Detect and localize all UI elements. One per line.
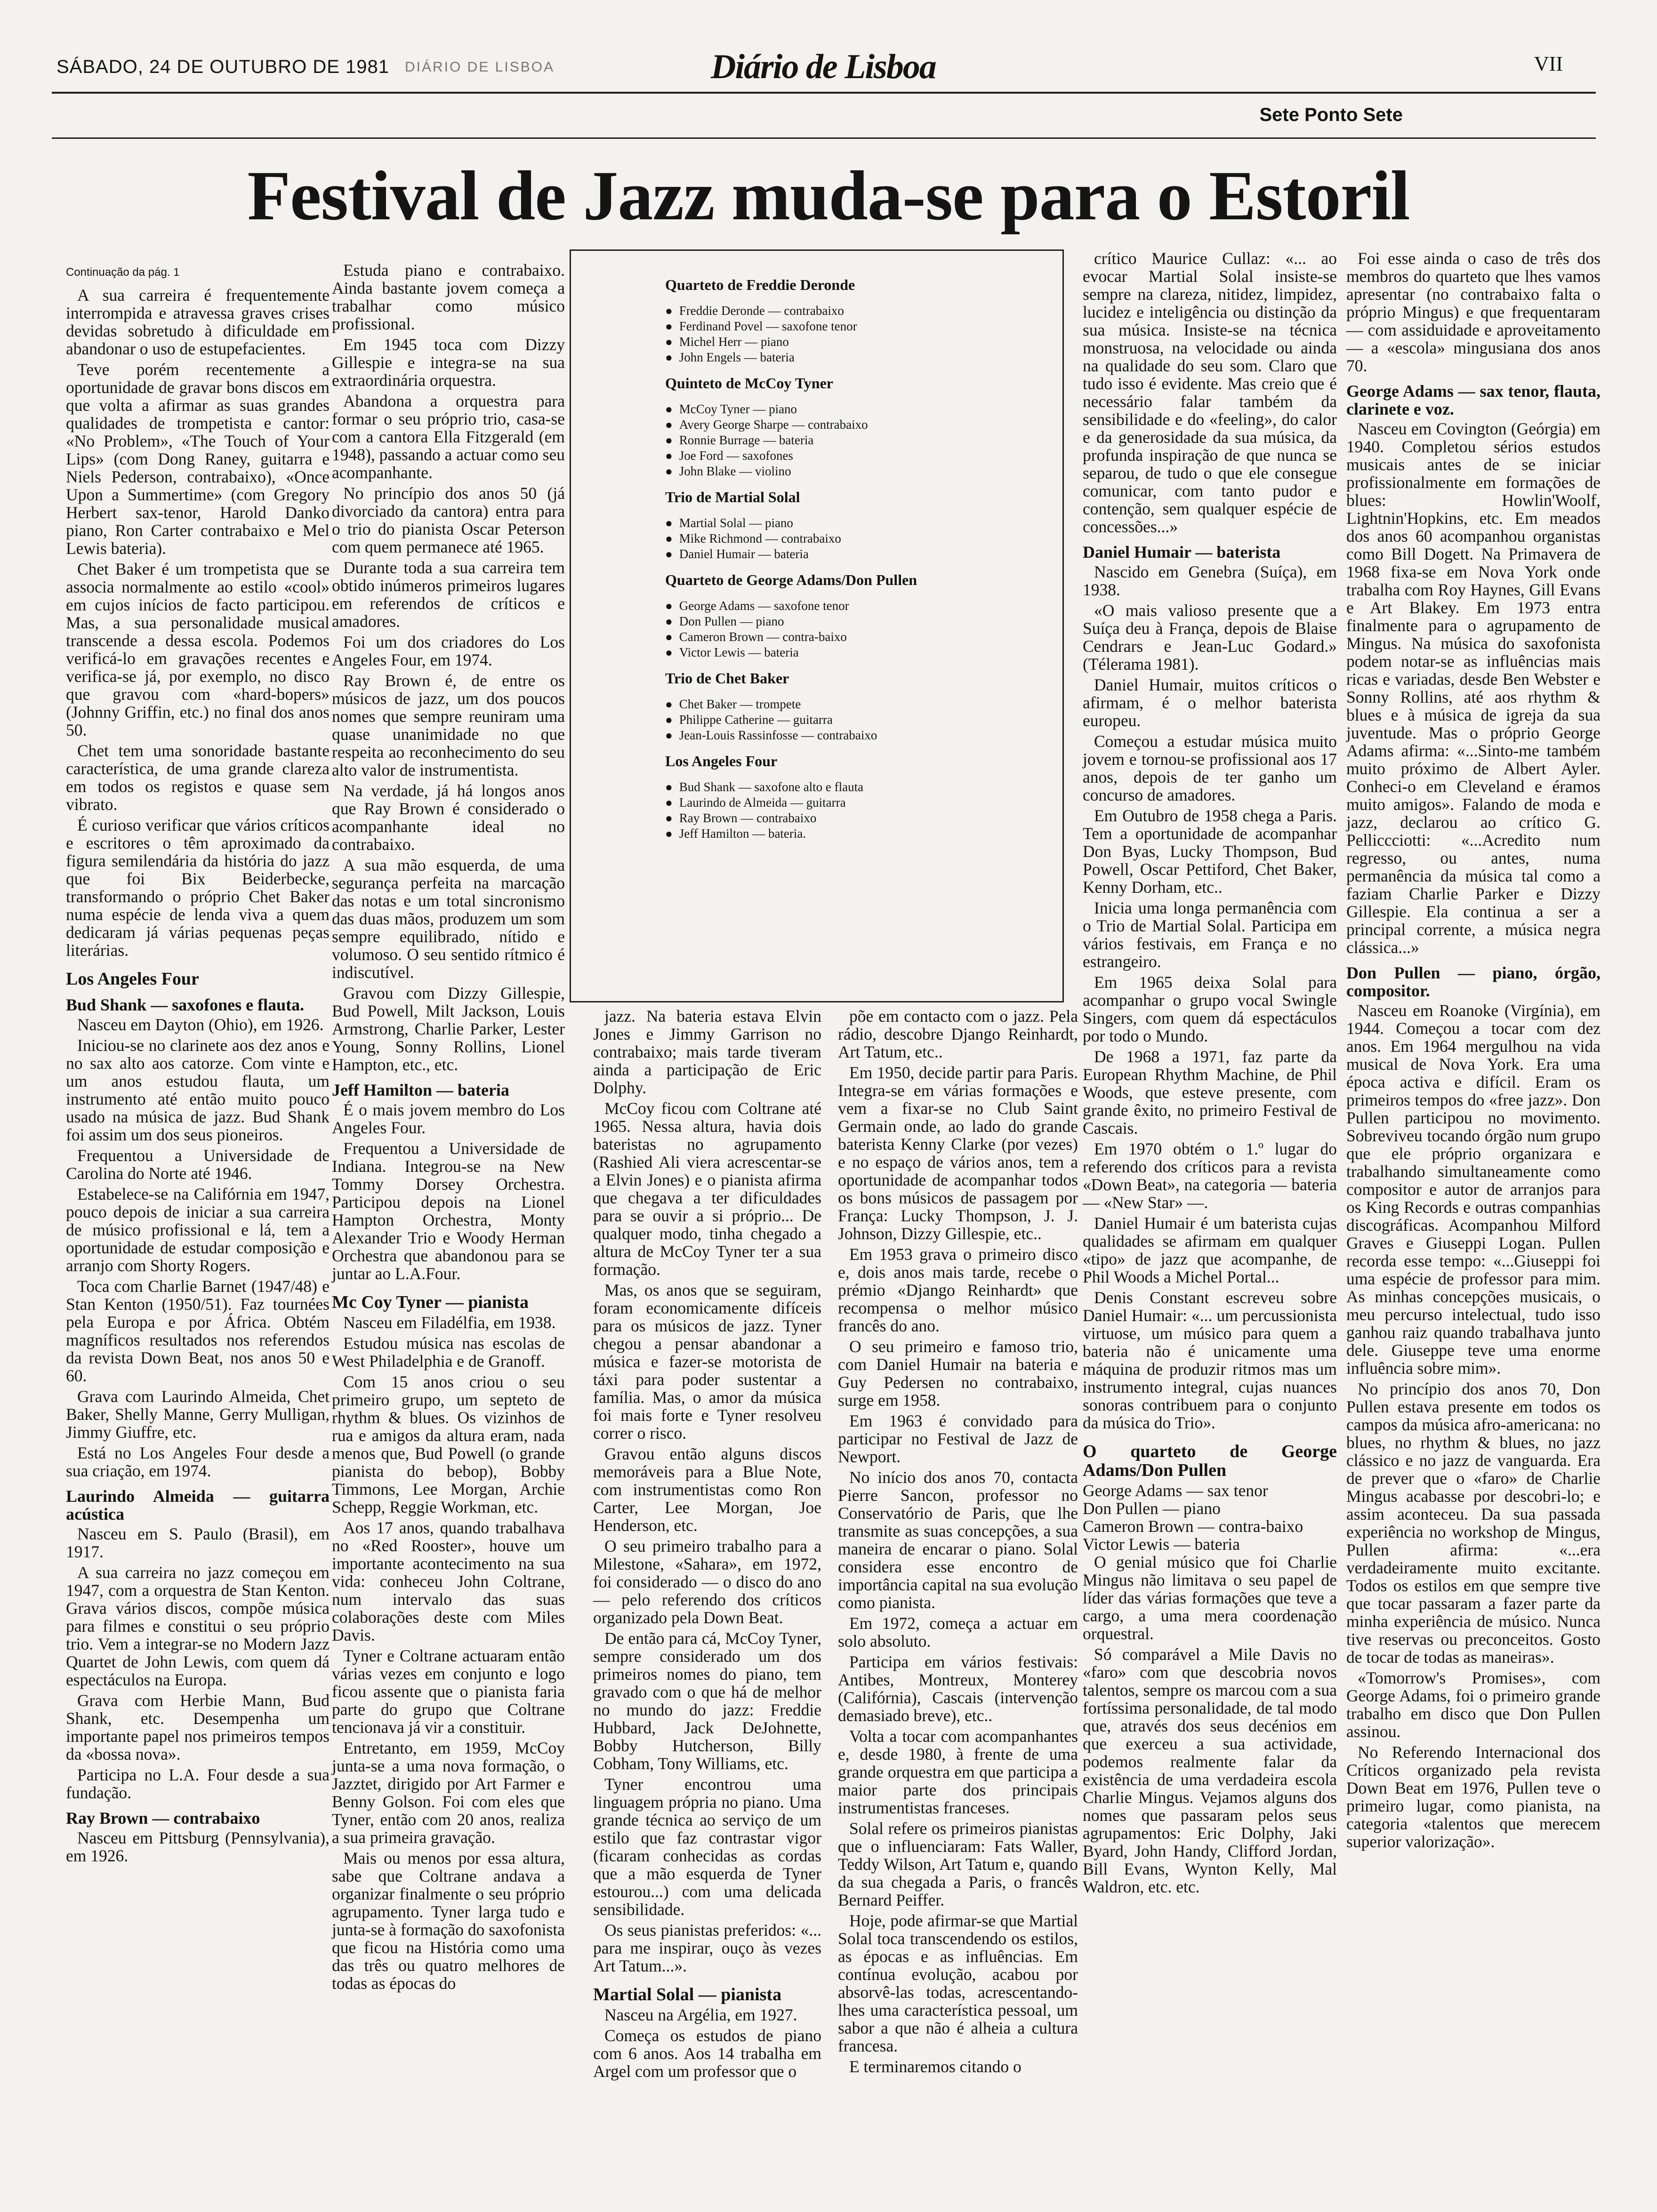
- paragraph: A sua carreira no jazz começou em 1947, com a orquestra de Stan Kenton. Grava vários discos, compõe música para filmes e constitui o seu próprio trio. Vem a integrar-se no Modern Jazz Quartet de John Lewis, com quem dá espectáculos na Europa.: [66, 1563, 330, 1689]
- article-headline: Festival de Jazz muda-se para o Estoril: [247, 157, 1410, 235]
- paragraph: O genial músico que foi Charlie Mingus não limitava o seu papel de líder das várias formações que teve a cargo, a uma mera coordenação orquestral.: [1083, 1553, 1337, 1643]
- paragraph: Ray Brown é, de entre os músicos de jazz, um dos poucos nomes que sempre reuniram uma quase unanimidade no que respeita ao reconhecimento do seu alto valor de instrumentista.: [332, 671, 565, 779]
- subheading: Daniel Humair — baterista: [1083, 543, 1281, 561]
- paragraph: Inicia uma longa permanência com o Trio de Martial Solal. Participa em vários festivais, em França e no estrangeiro.: [1083, 898, 1337, 971]
- paragraph: Durante toda a sua carreira tem obtido inúmeros primeiros lugares em referendos de críticos e amadores.: [332, 558, 565, 631]
- paragraph: Em 1945 toca com Dizzy Gillespie e integra-se na sua extraordinária orquestra.: [332, 335, 565, 390]
- page-imprint: DIÁRIO DE LISBOA: [405, 59, 555, 75]
- paragraph: Chet tem uma sonoridade bastante característica, de uma grande clareza em todos os registos e quase sem vibrato.: [66, 741, 330, 814]
- paragraph: Só comparável a Mile Davis no «faro» com que descobria novos talentos, sempre os marcou com a sua fortíssima personalidade, de tal modo que, através dos seus decénios em que exerceu a sua actividade, podemos realmente falar da existência de uma verdadeira escola Charlie Mingus. Vejamos alguns dos nomes que passaram pelos seus agrupamentos: Eric Dolphy, Jaki Byard, John Handy, Clifford Jordan, Bill Evans, Wynton Kelly, Mal Waldron, etc. etc.: [1083, 1645, 1337, 1896]
- paragraph: Nasceu em Pittsburg (Pennsylvania), em 1926.: [66, 1828, 330, 1865]
- subheading: Don Pullen — piano, órgão, compositor.: [1346, 963, 1601, 1000]
- section-rule: [52, 137, 1596, 139]
- lineup-group-title: Los Angeles Four: [665, 753, 778, 769]
- lineup-members: [665, 515, 1044, 562]
- paragraph: Victor Lewis — bateria: [1083, 1535, 1240, 1554]
- paragraph: Os seus pianistas preferidos: «... para me inspirar, ouço às vezes Art Tatum...».: [593, 1921, 821, 1975]
- paragraph: Tyner encontrou uma linguagem própria no piano. Uma grande técnica ao serviço de um estilo que faz contrastar vigor (ficaram conhecidas as cordas que a mão esquerda de Tyner estourou...) com uma delicada sensibilidade.: [593, 1775, 821, 1919]
- paragraph: Foi um dos criadores do Los Angeles Four, em 1974.: [332, 633, 565, 669]
- lineup-member: ● Victor Lewis — bateria: [665, 645, 1044, 660]
- lineup-member: ● Philippe Catherine — guitarra: [665, 712, 1044, 728]
- paragraph: Grava com Laurindo Almeida, Chet Baker, Shelly Manne, Gerry Mulligan, Jimmy Giuffre, etc.: [66, 1387, 330, 1442]
- festival-lineup-box: [570, 249, 1064, 1002]
- paragraph: Participa no L.A. Four desde a sua fundação.: [66, 1765, 330, 1802]
- lineup-group-title: Quarteto de Freddie Deronde: [665, 276, 855, 293]
- lineup-member: ● Cameron Brown — contra-baixo: [665, 629, 1044, 645]
- paragraph: Mais ou menos por essa altura, sabe que Coltrane andava a organizar finalmente o seu próprio agrupamento. Tyner larga tudo e junta-se à formação do saxofonista que ficou na História como uma das três ou quatro melhores de todas as épocas do: [332, 1849, 565, 1993]
- paragraph: Tyner e Coltrane actuaram então várias vezes em conjunto e logo ficou assente que o pianista faria parte do grupo que Coltrane tencionava já vir a constituir.: [332, 1646, 565, 1737]
- paragraph: põe em contacto com o jazz. Pela rádio, descobre Django Reinhardt, Art Tatum, etc..: [838, 1007, 1078, 1061]
- article-column-4: [838, 1007, 1078, 2078]
- paragraph: Iniciou-se no clarinete aos dez anos e no sax alto aos catorze. Com vinte e um anos estudou flauta, um instrumento até então muito pouco usado na música de jazz. Bud Shank foi assim um dos seus pioneiros.: [66, 1036, 330, 1144]
- paragraph: Don Pullen — piano: [1083, 1499, 1221, 1518]
- subheading: Los Angeles Four: [66, 969, 199, 989]
- paragraph: Nascido em Genebra (Suíça), em 1938.: [1083, 562, 1337, 599]
- lineup-members: [665, 779, 1044, 842]
- paragraph: Na verdade, já há longos anos que Ray Brown é considerado o acompanhante ideal no contrabaixo.: [332, 781, 565, 854]
- paragraph: Gravou com Dizzy Gillespie, Bud Powell, Milt Jackson, Louis Armstrong, Charlie Parker, Lester Young, Sonny Rollins, Lionel Hampton, etc., etc.: [332, 984, 565, 1074]
- paragraph: Foi esse ainda o caso de três dos membros do quarteto que lhes vamos apresentar (no contrabaixo falta o próprio Mingus) e que frequentaram — com assiduidade e aproveitamento — a «escola» mingusiana dos anos 70.: [1346, 249, 1601, 375]
- lineup-member: ● Martial Solal — piano: [665, 515, 1044, 531]
- lineup-members: [665, 401, 1044, 479]
- page-number: VII: [1534, 52, 1563, 75]
- paragraph: Começa os estudos de piano com 6 anos. Aos 14 trabalha em Argel com um professor que o: [593, 2026, 821, 2081]
- issue-date: SÁBADO, 24 DE OUTUBRO DE 1981: [56, 56, 390, 77]
- article-column-2: [332, 261, 565, 1995]
- paragraph: «O mais valioso presente que a Suíça deu à França, depois de Blaise Cendrars e Jean-Luc Godard.» (Télerama 1981).: [1083, 601, 1337, 673]
- paragraph: De então para cá, McCoy Tyner, sempre considerado um dos primeiros nomes do piano, tem gravado com o que há de melhor no mundo do jazz: Freddie Hubbard, Jack DeJohnette, Bobby Hutcherson, Billy Cobham, Tony Williams, etc.: [593, 1629, 821, 1773]
- header-rule: [52, 92, 1596, 94]
- paragraph: Solal refere os primeiros pianistas que o influenciaram: Fats Waller, Teddy Wilson, Art Tatum e, quando da sua chegada a Paris, o francês Bernard Peiffer.: [838, 1819, 1078, 1909]
- paragraph: Está no Los Angeles Four desde a sua criação, em 1974.: [66, 1443, 330, 1480]
- paragraph: Aos 17 anos, quando trabalhava no «Red Rooster», houve um importante acontecimento na sua vida: conheceu John Coltrane, num intervalo das suas colaborações deste com Miles Davis.: [332, 1518, 565, 1644]
- paragraph: Daniel Humair, muitos críticos o afirmam, é o melhor baterista europeu.: [1083, 675, 1337, 730]
- paragraph: Começou a estudar música muito jovem e tornou-se profissional aos 17 anos, depois de ter ganho um concurso de amadores.: [1083, 732, 1337, 804]
- paragraph: Em 1963 é convidado para participar no Festival de Jazz de Newport.: [838, 1411, 1078, 1466]
- paragraph: George Adams — sax tenor: [1083, 1481, 1268, 1500]
- subheading: Martial Solal — pianista: [593, 1985, 782, 2004]
- masthead: Diário de Lisboa: [711, 48, 936, 86]
- lineup-members: [665, 598, 1044, 660]
- lineup-group-title: Quinteto de McCoy Tyner: [665, 375, 833, 392]
- lineup-member: ● McCoy Tyner — piano: [665, 401, 1044, 417]
- paragraph: Em Outubro de 1958 chega a Paris. Tem a oportunidade de acompanhar Don Byas, Lucky Thompson, Bud Powell, Oscar Pettiford, Chet Baker, Kenny Dorham, etc..: [1083, 806, 1337, 897]
- paragraph: Em 1953 grava o primeiro disco e, dois anos mais tarde, recebe o prémio «Django Reinhardt» que recompensa o melhor músico francês do ano.: [838, 1245, 1078, 1335]
- paragraph: Grava com Herbie Mann, Bud Shank, etc. Desempenha um importante papel nos primeiros tempos da «bossa nova».: [66, 1691, 330, 1763]
- lineup-member: ● Freddie Deronde — contrabaixo: [665, 303, 1044, 319]
- continuation-note: Continuação da pág. 1: [66, 266, 180, 279]
- article-column-3: [593, 1007, 821, 2083]
- subheading: George Adams — sax tenor, flauta, clarinete e voz.: [1346, 382, 1601, 418]
- lineup-member: ● Ronnie Burrage — bateria: [665, 433, 1044, 448]
- paragraph: O seu primeiro e famoso trio, com Daniel Humair na bateria e Guy Pedersen no contrabaixo, surge em 1958.: [838, 1337, 1078, 1410]
- paragraph: Mas, os anos que se seguiram, foram economicamente difíceis para os músicos de jazz. Tyner chegou a pensar abandonar a música e fazer-se motorista de táxi para poder sustentar a família. Mas, o amor da música foi mais forte e Tyner resolveu correr o risco.: [593, 1281, 821, 1443]
- paragraph: Nasceu em Roanoke (Virgínia), em 1944. Começou a tocar com dez anos. Em 1964 mergulhou na vida musical de Nova York. Era uma época activa e difícil. Eram os primeiros tempos do «free jazz». Don Pullen participou no movimento. Sobreviveu tocando órgão num grupo que ele próprio organizara e trabalhando simultaneamente como compositor e autor de arranjos para os King Records e outras companhias discográficas. Acompanhou Milford Graves e Giuseppi Logan. Pullen recorda esse tempo: «...Giuseppi foi uma espécie de professor para mim. As minhas concepções musicais, o meu percurso intelectual, tudo isso ganhou raiz quando trabalhava junto dele. Giuseppe teve uma enorme influência sobre mim».: [1346, 1001, 1601, 1378]
- paragraph: De 1968 a 1971, faz parte da European Rhythm Machine, de Phil Woods, que esteve presente, com grande êxito, no primeiro Festival de Cascais.: [1083, 1047, 1337, 1138]
- paragraph: No princípio dos anos 70, Don Pullen estava presente em todos os campos da música afro-americana: no blues, no rhythm & blues, no jazz clássico e no jazz de vanguarda. Era de prever que o «faro» de Charlie Mingus acabasse por descobri-lo; e assim aconteceu. Da sua passada experiência no workshop de Mingus, Pullen afirma: «...era verdadeiramente muito excitante. Todos os estilos em que sempre tive que tocar passaram a fazer parte da minha experiência de músico. Nunca tive reservas ou preconceitos. Gosto de tocar de todas as maneiras».: [1346, 1379, 1601, 1667]
- paragraph: Teve porém recentemente a oportunidade de gravar bons discos em que volta a afirmar as suas grandes qualidades de trompetista e cantor: «No Problem», «The Touch of Your Lips» (com Dong Raney, guitarra e Niels Pederson, contrabaixo), «Once Upon a Summertime» (com Gregory Herbert sax-tenor, Harold Danko piano, Ron Carter contrabaixo e Mel Lewis bateria).: [66, 360, 330, 558]
- article-column-5: [1083, 249, 1337, 1899]
- paragraph: Estuda piano e contrabaixo. Ainda bastante jovem começa a trabalhar como músico profissional.: [332, 261, 565, 333]
- paragraph: Nasceu em Covington (Geórgia) em 1940. Completou sérios estudos musicais antes de se iniciar profissionalmente em formações de blues: Howlin'Woolf, Lightnin'Hopkins, etc. Em meados dos anos 60 acompanhou organistas como Bill Dogett. Na Primavera de 1968 fixa-se em Nova York onde trabalha com Roy Haynes, Gill Evans e Art Blakey. Em 1973 entra finalmente para o agrupamento de Mingus. Na música do saxofonista podem notar-se as influências mais ricas e variadas, desde Ben Webster e Sonny Rollins, até aos rhythm & blues e à música de igreja da sua juventude. Mas o próprio George Adams afirma: «...Sinto-me também muito próximo de Albert Ayler. Conheci-o em Cleveland e éramos muito amigos». Falando de moda e jazz, declarou ao crítico G. Pelliccciotti: «...Acredito num regresso, ou antes, numa permanência da música tal como a faziam Charlie Parker e Dizzy Gillespie. Ela continua a ser a principal corrente, a música negra clássica...»: [1346, 419, 1601, 957]
- paragraph: O seu primeiro trabalho para a Milestone, «Sahara», em 1972, foi considerado — o disco do ano — pelo referendo dos críticos organizado pela Down Beat.: [593, 1537, 821, 1627]
- article-column-1: [66, 264, 330, 1867]
- lineup-member: ● John Blake — violino: [665, 464, 1044, 479]
- subheading: Bud Shank — saxofones e flauta.: [66, 995, 305, 1014]
- subheading: Mc Coy Tyner — pianista: [332, 1292, 529, 1312]
- lineup-members: [665, 303, 1044, 365]
- subheading: O quarteto de George Adams/Don Pullen: [1083, 1442, 1337, 1480]
- subheading: Ray Brown — contrabaixo: [66, 1809, 260, 1827]
- paragraph: Nasceu em Filadélfia, em 1938.: [343, 1313, 556, 1332]
- paragraph: No início dos anos 70, contacta Pierre Sancon, professor no Conservatório de Paris, que lhe transmite as suas concepções, a sua maneira de encarar o piano. Solal considera esse encontro de importância capital na sua evolução como pianista.: [838, 1468, 1078, 1612]
- paragraph: crítico Maurice Cullaz: «... ao evocar Martial Solal insiste-se sempre na clareza, nitidez, limpidez, lucidez e inteligência ou distinção da sua música. Insiste-se na técnica monstruosa, na velocidade ou ainda na qualidade do seu som. Claro que tudo isso é evidente. Mas creio que é necessário falar também da sensibilidade e do «feeling», do calor e da generosidade da sua música, da profunda inspiração de que nunca se separou, de tudo o que ele consegue comunicar, com tanto pudor e contenção, sem qualquer espécie de concessões...»: [1083, 249, 1337, 536]
- paragraph: E terminaremos citando o: [849, 2057, 1022, 2076]
- paragraph: Nasceu na Argélia, em 1927.: [604, 2005, 797, 2024]
- paragraph: Toca com Charlie Barnet (1947/48) e Stan Kenton (1950/51). Faz tournées pela Europa e por África. Obtém magníficos resultados nos referendos da revista Down Beat, nos anos 50 e 60.: [66, 1277, 330, 1385]
- paragraph: A sua mão esquerda, de uma segurança perfeita na marcação das notas e um total sincronismo das duas mãos, produzem um som sempre equilibrado, nítido e volumoso. O seu sentido rítmico é indiscutível.: [332, 856, 565, 982]
- lineup-member: ● Chet Baker — trompete: [665, 697, 1044, 712]
- paragraph: Frequentou a Universidade de Carolina do Norte até 1946.: [66, 1146, 330, 1183]
- lineup-member: ● Ray Brown — contrabaixo: [665, 810, 1044, 826]
- paragraph: Daniel Humair é um baterista cujas qualidades se afirmam em qualquer «tipo» de jazz que acompanhe, de Phil Woods a Michel Portal...: [1083, 1214, 1337, 1286]
- lineup-member: ● Joe Ford — saxofones: [665, 448, 1044, 464]
- paragraph: Volta a tocar com acompanhantes e, desde 1980, à frente de uma grande orquestra em que participa a maior parte dos principais instrumentistas franceses.: [838, 1727, 1078, 1817]
- paragraph: Em 1965 deixa Solal para acompanhar o grupo vocal Swingle Singers, com quem dá espectáculos por todo o Mundo.: [1083, 973, 1337, 1045]
- subheading: Jeff Hamilton — bateria: [332, 1081, 509, 1099]
- lineup-member: ● Michel Herr — piano: [665, 334, 1044, 350]
- lineup-member: ● George Adams — saxofone tenor: [665, 598, 1044, 614]
- lineup-member: ● Ferdinand Povel — saxofone tenor: [665, 319, 1044, 334]
- article-column-6: [1346, 249, 1601, 1853]
- paragraph: Abandona a orquestra para formar o seu próprio trio, casa-se com a cantora Ella Fitzgerald (em 1948), passando a actuar como seu acompanhante.: [332, 392, 565, 482]
- paragraph: Em 1972, começa a actuar em solo absoluto.: [838, 1614, 1078, 1651]
- lineup-group-title: Quarteto de George Adams/Don Pullen: [665, 571, 917, 588]
- paragraph: É curioso verificar que vários críticos e escritores o têm aproximado da figura semilendária da história do jazz que foi Bix Beiderbecke, transformando o próprio Chet Baker numa espécie de lenda viva a quem dedicaram já várias pequenas peças literárias.: [66, 816, 330, 960]
- paragraph: A sua carreira é frequentemente interrompida e atravessa graves crises devidas sobretudo à dificuldade em abandonar o uso de estupefacientes.: [66, 286, 330, 358]
- subheading: Laurindo Almeida — guitarra acústica: [66, 1487, 330, 1523]
- paragraph: Participa em vários festivais: Antibes, Montreux, Monterey (Califórnia), Cascais (intervenção demasiado breve), etc..: [838, 1652, 1078, 1725]
- lineup-member: ● Jeff Hamilton — bateria.: [665, 826, 1044, 842]
- section-name: Sete Ponto Sete: [1259, 104, 1403, 125]
- lineup-member: ● Jean-Louis Rassinfosse — contrabaixo: [665, 728, 1044, 743]
- lineup-member: ● John Engels — bateria: [665, 350, 1044, 365]
- paragraph: Em 1970 obtém o 1.º lugar do referendo dos críticos para a revista «Down Beat», na categoria — bateria — «New Star» —.: [1083, 1139, 1337, 1212]
- paragraph: Em 1950, decide partir para Paris. Integra-se em várias formações e vem a fixar-se no Club Saint Germain onde, ao lado do grande baterista Kenny Clarke (por vezes) e no espaço de vários anos, tem a oportunidade de acompanhar todos os bons músicos de passagem por França: Lucky Thompson, J. J. Johnson, Dizzy Gillespie, etc..: [838, 1063, 1078, 1243]
- paragraph: Chet Baker é um trompetista que se associa normalmente ao estilo «cool» em cujos inícios de facto participou. Mas, a sua personalidade musical transcende a dessa escola. Podemos verificá-lo em gravações recentes e verifica-se já, por exemplo, no disco que gravou com «hard-bopers» (Johnny Griffin, etc.) no final dos anos 50.: [66, 560, 330, 739]
- paragraph: Entretanto, em 1959, McCoy junta-se a uma nova formação, o Jazztet, dirigido por Art Farmer e Benny Golson. Foi com eles que Tyner, então com 20 anos, realiza a sua primeira gravação.: [332, 1739, 565, 1847]
- lineup-member: ● Don Pullen — piano: [665, 614, 1044, 629]
- lineup-member: ● Daniel Humair — bateria: [665, 546, 1044, 562]
- paragraph: No Referendo Internacional dos Críticos organizado pela revista Down Beat em 1976, Pullen teve o primeiro lugar, como pianista, na categoria «talentos que merecem superior valorização».: [1346, 1743, 1601, 1851]
- paragraph: Frequentou a Universidade de Indiana. Integrou-se na New Tommy Dorsey Orchestra. Participou depois na Lionel Hampton Orchestra, Monty Alexander Trio e Woody Herman Orchestra que abandonou para se juntar ao L.A.Four.: [332, 1139, 565, 1283]
- paragraph: Com 15 anos criou o seu primeiro grupo, um septeto de rhythm & blues. Os vizinhos de rua e amigos da altura eram, nada menos que, Bud Powell (o grande pianista do bebop), Bobby Timmons, Lee Morgan, Archie Schepp, Reggie Workman, etc.: [332, 1372, 565, 1516]
- lineup-member: ● Mike Richmond — contrabaixo: [665, 531, 1044, 546]
- paragraph: Estudou música nas escolas de West Philadelphia e de Granoff.: [332, 1334, 565, 1370]
- lineup-members: [665, 697, 1044, 743]
- lineup-group-title: Trio de Chet Baker: [665, 670, 789, 687]
- paragraph: McCoy ficou com Coltrane até 1965. Nessa altura, havia dois bateristas no agrupamento (Rashied Ali viera acrescentar-se a Elvin Jones) e o pianista afirma que chegava a ter dificuldades para se ouvir a si próprio... De qualquer modo, tinha chegado a altura de McCoy Tyner ter a sua formação.: [593, 1099, 821, 1279]
- paragraph: Estabelece-se na Califórnia em 1947, pouco depois de iniciar a sua carreira de músico profissional e lá, tem a oportunidade de estudar composição e arranjo com Shorty Rogers.: [66, 1185, 330, 1275]
- paragraph: Hoje, pode afirmar-se que Martial Solal toca transcendendo os estilos, as épocas e as influências. Em contínua evolução, acabou por absorvê-las todas, acrescentando-lhes uma característica pessoal, um sabor a que não é alheia a cultura francesa.: [838, 1911, 1078, 2055]
- paragraph: É o mais jovem membro do Los Angeles Four.: [332, 1100, 565, 1137]
- paragraph: Nasceu em Dayton (Ohio), em 1926.: [77, 1015, 324, 1034]
- lineup-group-title: Trio de Martial Solal: [665, 489, 800, 505]
- paragraph: Gravou então alguns discos memoráveis para a Blue Note, com instrumentistas como Ron Carter, Lee Morgan, Joe Henderson, etc.: [593, 1444, 821, 1535]
- paragraph: Denis Constant escreveu sobre Daniel Humair: «... um percussionista virtuose, um músico para quem a bateria não é unicamente uma máquina de produzir ritmos mas um instrumento integral, cujas nuances sonoras contribuem para o conjunto da música do Trio».: [1083, 1288, 1337, 1432]
- paragraph: Cameron Brown — contra-baixo: [1083, 1517, 1303, 1536]
- paragraph: «Tomorrow's Promises», com George Adams, foi o primeiro grande trabalho em disco que Don Pullen assinou.: [1346, 1668, 1601, 1741]
- lineup-member: ● Bud Shank — saxofone alto e flauta: [665, 779, 1044, 795]
- paragraph: Nasceu em S. Paulo (Brasil), em 1917.: [66, 1524, 330, 1561]
- paragraph: jazz. Na bateria estava Elvin Jones e Jimmy Garrison no contrabaixo; mais tarde tiveram ainda a participação de Eric Dolphy.: [593, 1007, 821, 1097]
- lineup-member: ● Laurindo de Almeida — guitarra: [665, 795, 1044, 810]
- paragraph: No princípio dos anos 50 (já divorciado da cantora) entra para o trio do pianista Oscar Peterson com quem permanece até 1965.: [332, 484, 565, 556]
- lineup-member: ● Avery George Sharpe — contrabaixo: [665, 417, 1044, 433]
